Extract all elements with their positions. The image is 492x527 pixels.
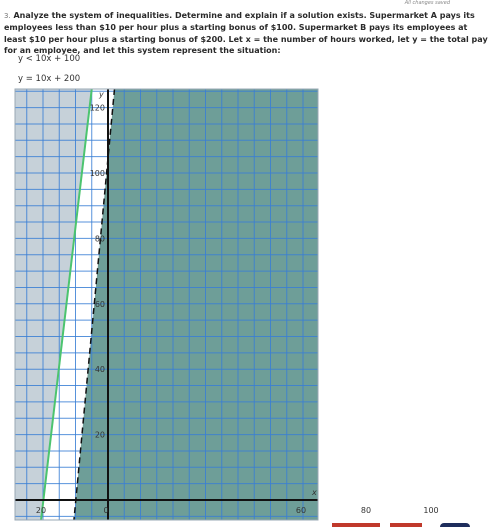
- question-number: 3.: [4, 12, 11, 20]
- y-tick-label: 60: [94, 299, 105, 309]
- y-tick-label: 20: [94, 430, 105, 440]
- x-tick-label: 60: [295, 506, 307, 515]
- x-tick-label: 80: [360, 506, 372, 515]
- shaded-region-right: [74, 89, 318, 520]
- y-tick-label: 100: [89, 169, 105, 178]
- x-tick-label: 0: [103, 506, 109, 515]
- bottom-button-avatar[interactable]: [440, 523, 470, 527]
- x-tick-label: 20: [35, 506, 47, 515]
- y-axis-label: y: [99, 90, 104, 99]
- save-status: All changes saved: [404, 0, 450, 6]
- x-tick-label: 100: [423, 506, 439, 515]
- question-body: Analyze the system of inequalities. Determine and explain if a solution exists. Supermarket A pays its employees less than $10 per hour plus a starting bonus of $100. Supermarket B pays its employees at least $10 per hour plus a starting bonus of $200. Let x = the number of hours worked, let y = the total pay for an employee, and let this system represent the situation:: [4, 11, 488, 55]
- bottom-button-right[interactable]: [390, 523, 422, 527]
- inequality-1: y < 10x + 100: [18, 54, 81, 64]
- bottom-button-left[interactable]: [332, 523, 380, 527]
- y-tick-label: 80: [94, 234, 105, 244]
- y-tick-label: 120: [89, 103, 105, 113]
- plot-area: [15, 89, 449, 520]
- y-tick-label: 40: [94, 365, 105, 375]
- x-axis-label: x: [312, 488, 317, 497]
- inequality-2: y = 10x + 200: [18, 74, 81, 84]
